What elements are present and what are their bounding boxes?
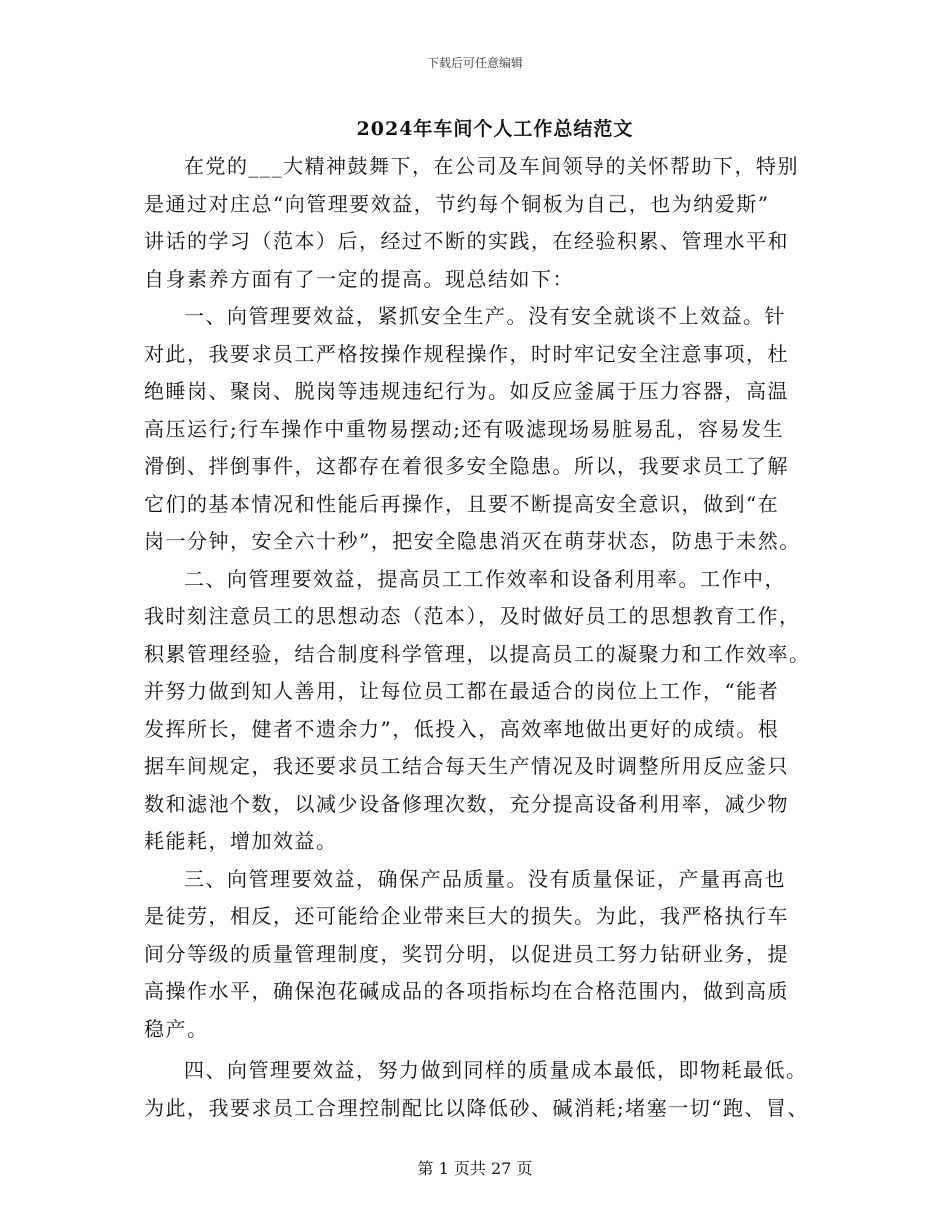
paragraph-1-line-1: 在党的___大精神鼓舞下，在公司及车间领导的关怀帮助下，特别 bbox=[184, 154, 799, 178]
paragraph-2-line-4: 高压运行;行车操作中重物易摆动;还有吸滤现场易脏易乱，容易发生 bbox=[144, 416, 784, 441]
page-number: 第 1 页共 27 页 bbox=[417, 1159, 533, 1178]
paragraph-2-line-7: 岗一分钟，安全六十秒”，把安全隐患消灭在萌芽状态，防患于未然。 bbox=[144, 529, 801, 553]
paragraph-3-line-6: 据车间规定，我还要求员工结合每天生产情况及时调整所用反应釜只 bbox=[144, 754, 789, 778]
paragraph-4-line-4: 高操作水平，确保泡花碱成品的各项指标均在合格范围内，做到高质 bbox=[144, 979, 789, 1003]
paragraph-3-line-4: 并努力做到知人善用，让每位员工都在最适合的岗位上工作，“能者 bbox=[144, 679, 780, 703]
paragraph-2-line-1: 一、向管理要效益，紧抓安全生产。没有安全就谈不上效益。针 bbox=[184, 304, 786, 328]
paragraph-3-line-2: 我时刻注意员工的思想动态（范本），及时做好员工的思想教育工作， bbox=[144, 604, 801, 628]
paragraph-2-line-2: 对此，我要求员工严格按操作规程操作，时时牢记安全注意事项，杜 bbox=[144, 341, 789, 366]
paragraph-3-line-1: 二、向管理要效益，提高员工工作效率和设备利用率。工作中， bbox=[184, 566, 786, 591]
paragraph-4-line-2: 是徒劳，相反，还可能给企业带来巨大的损失。为此，我严格执行车 bbox=[144, 904, 789, 928]
paragraph-3-line-8: 耗能耗，增加效益。 bbox=[144, 829, 338, 853]
paragraph-2-line-3: 绝睡岗、聚岗、脱岗等违规违纪行为。如反应釜属于压力容器，高温 bbox=[144, 379, 789, 403]
document-title: 2024年车间个人工作总结范文 bbox=[356, 118, 634, 140]
document-body bbox=[144, 148, 824, 1127]
paragraph-3-line-7: 数和滤池个数，以减少设备修理次数，充分提高设备利用率，减少物 bbox=[144, 791, 789, 816]
paragraph-3-line-3: 积累管理经验，结合制度科学管理，以提高员工的凝聚力和工作效率。 bbox=[144, 641, 811, 666]
paragraph-2-line-6: 它们的基本情况和性能后再操作，且要不断提高安全意识，做到“在 bbox=[144, 491, 780, 516]
paragraph-1-line-4: 自身素养方面有了一定的提高。现总结如下： bbox=[144, 266, 574, 291]
paragraph-3-line-5: 发挥所长，健者不遗余力”，低投入，高效率地做出更好的成绩。根 bbox=[144, 716, 780, 741]
header-note: 下载后可任意编辑 bbox=[426, 56, 523, 70]
paragraph-1-line-2: 是通过对庄总“向管理要效益，节约每个铜板为自己，也为纳爱斯” bbox=[144, 191, 770, 216]
paragraph-5-line-1: 四、向管理要效益，努力做到同样的质量成本最低，即物耗最低。 bbox=[184, 1058, 808, 1082]
paragraph-4-line-5: 稳产。 bbox=[144, 1016, 209, 1041]
paragraph-5-line-2: 为此，我要求员工合理控制配比以降低砂、碱消耗;堵塞一切“跑、冒、 bbox=[144, 1095, 809, 1120]
paragraph-4-line-3: 间分等级的质量管理制度，奖罚分明，以促进员工努力钻研业务，提 bbox=[144, 941, 789, 966]
paragraph-4-line-1: 三、向管理要效益，确保产品质量。没有质量保证，产量再高也 bbox=[184, 866, 786, 891]
paragraph-1-line-3: 讲话的学习（范本）后，经过不断的实践，在经验积累、管理水平和 bbox=[144, 229, 789, 253]
paragraph-2-line-5: 滑倒、拌倒事件，这都存在着很多安全隐患。所以，我要求员工了解 bbox=[144, 454, 789, 478]
